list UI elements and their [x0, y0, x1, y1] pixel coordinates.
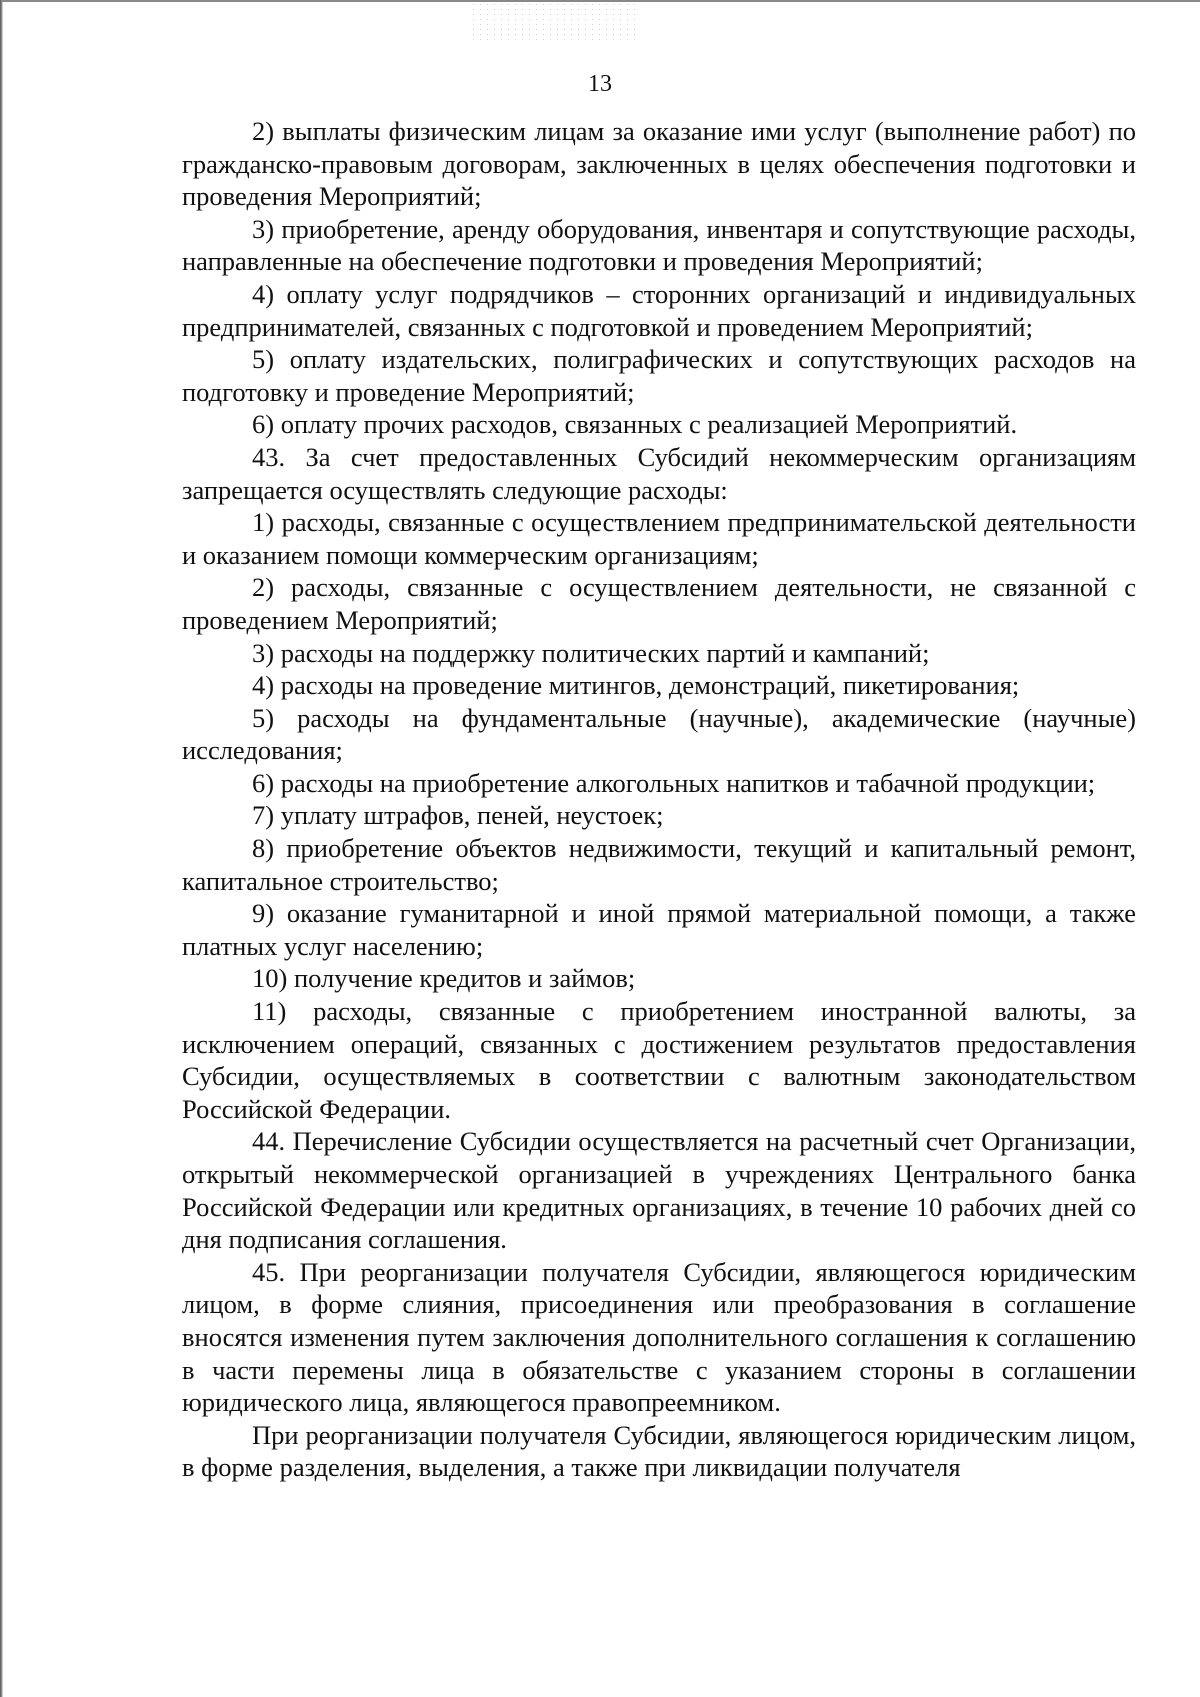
- paragraph: 10) получение кредитов и займов;: [252, 963, 636, 994]
- paragraph: 11) расходы, связанные с приобретением иностранной валюты, за исключением операций, связанных с достижением результатов предоставления Субсидии, осуществляемых в соответствии с валютным законодательством Российской Федерации.: [182, 996, 1136, 1124]
- paragraph: 8) приобретение объектов недвижимости, текущий и капитальный ремонт, капитальное строительство;: [182, 833, 1136, 896]
- paragraph: 44. Перечисление Субсидии осуществляется на расчетный счет Организации, открытый некоммерческой организацией в учреждениях Центрального банка Российской Федерации или кредитных организациях, в течение 10 рабочих дней со дня подписания соглашения.: [182, 1126, 1136, 1255]
- paragraph: 6) расходы на приобретение алкогольных напитков и табачной продукции;: [252, 767, 1096, 798]
- paragraph: 2) выплаты физическим лицам за оказание ими услуг (выполнение работ) по гражданско-правовым договорам, заключенных в целях обеспечения подготовки и проведения Мероприятий;: [182, 116, 1136, 212]
- paragraph: При реорганизации получателя Субсидии, являющегося юридическим лицом, в форме разделения, выделения, а также при ликвидации получателя: [182, 1419, 1136, 1483]
- paragraph: 5) расходы на фундаментальные (научные), академические (научные) исследования;: [182, 702, 1136, 766]
- paragraph: 3) расходы на поддержку политических партий и кампаний;: [252, 637, 930, 668]
- paragraph: 9) оказание гуманитарной и иной прямой материальной помощи, а также платных услуг населению;: [182, 898, 1136, 961]
- paragraph: 3) приобретение, аренду оборудования, инвентаря и сопутствующие расходы, направленные на обеспечение подготовки и проведения Мероприятий;: [182, 213, 1136, 277]
- scan-edge-left: [0, 0, 3, 1697]
- scan-noise: [470, 2, 640, 42]
- document-body: [182, 115, 1136, 1484]
- paragraph: 43. За счет предоставленных Субсидий некоммерческим организациям запрещается осуществлять следующие расходы:: [182, 441, 1136, 505]
- paragraph: 6) оплату прочих расходов, связанных с реализацией Мероприятий.: [252, 409, 1018, 440]
- paragraph: 4) оплату услуг подрядчиков – сторонних организаций и индивидуальных предпринимателей, связанных с подготовкой и проведением Мероприятий;: [182, 278, 1136, 342]
- paragraph: 1) расходы, связанные с осуществлением предпринимательской деятельности и оказанием помощи коммерческим организациям;: [182, 507, 1136, 570]
- page-number: 13: [588, 71, 612, 97]
- paragraph: 45. При реорганизации получателя Субсидии, являющегося юридическим лицом, в форме слияния, присоединения или преобразования в соглашение вносятся изменения путем заключения дополнительного соглашения к соглашению в части перемены лица в обязательстве с указанием стороны в соглашении юридического лица, являющегося правопреемником.: [182, 1256, 1136, 1418]
- paragraph: 4) расходы на проведение митингов, демонстраций, пикетирования;: [252, 670, 1020, 701]
- paragraph: 7) уплату штрафов, пеней, неустоек;: [252, 800, 664, 831]
- paragraph: 5) оплату издательских, полиграфических и сопутствующих расходов на подготовку и проведение Мероприятий;: [182, 344, 1136, 407]
- paragraph: 2) расходы, связанные с осуществлением деятельности, не связанной с проведением Мероприятий;: [182, 572, 1136, 635]
